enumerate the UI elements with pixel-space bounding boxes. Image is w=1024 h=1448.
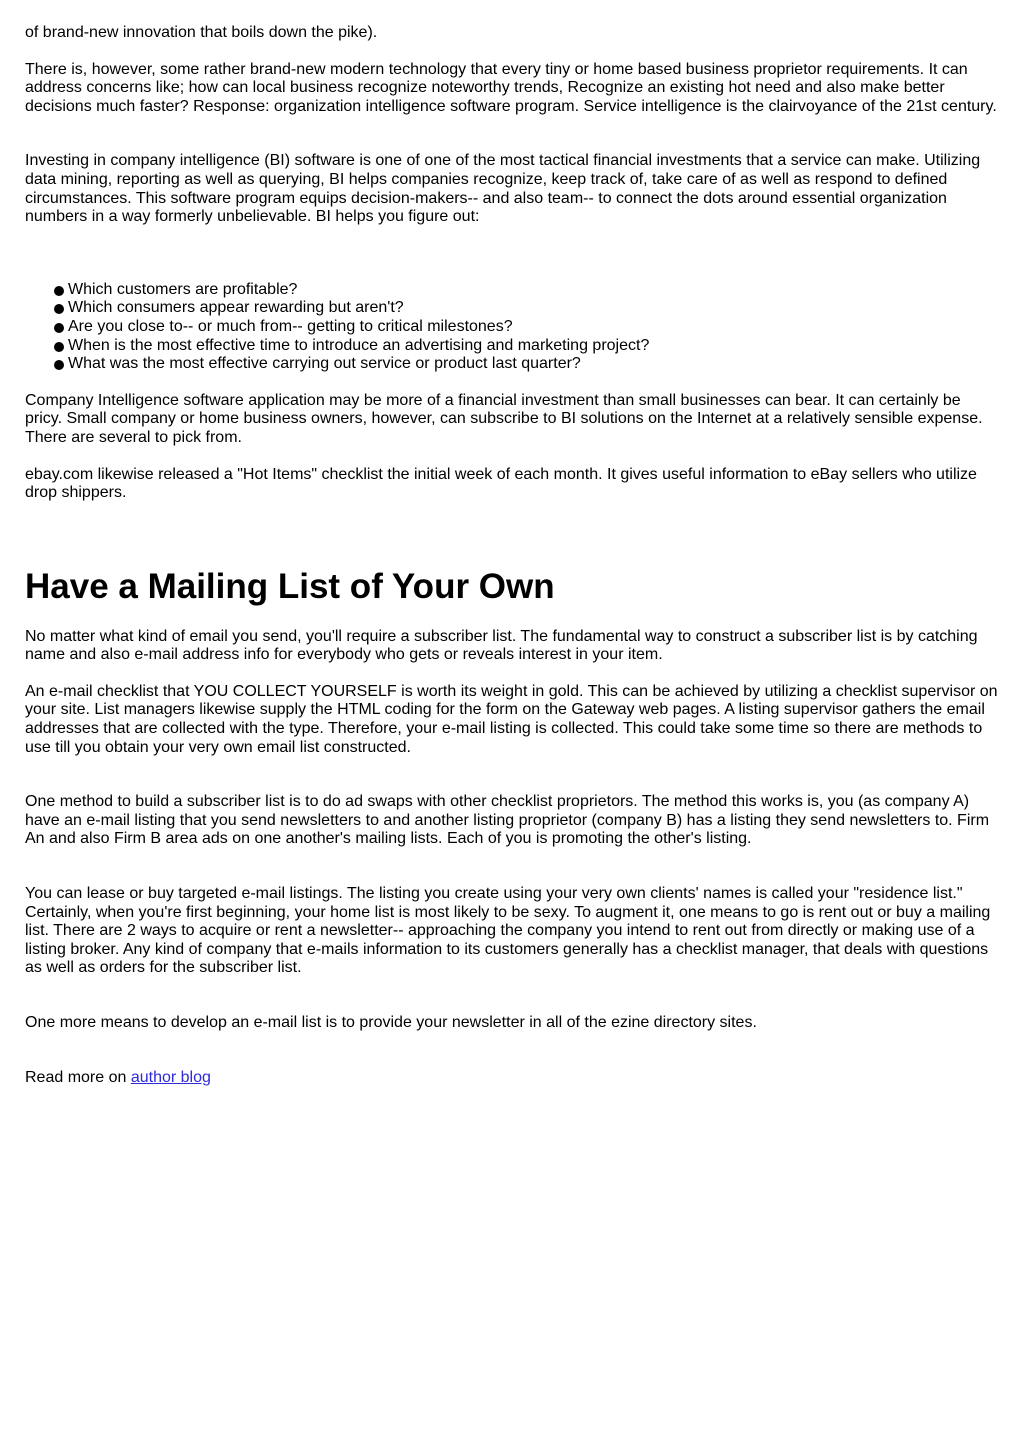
paragraph-collect-yourself: An e-mail checklist that YOU COLLECT YOURSELF is worth its weight in gold. This can be achieved by utilizing a checklist supervisor on your site. List managers likewise supply the HTML coding for the form on the Gateway web pages. A listing supervisor gathers the email addresses that are collected with the type. Therefore, your e-mail listing is collected. This could take some time so there are methods to use till you obtain your very own email list constructed. [25, 682, 998, 756]
list-item: Are you close to-- or much from-- getting to critical milestones? [54, 318, 1000, 337]
paragraph-business-intelligence: Investing in company intelligence (BI) software is one of one of the most tactical financial investments that a service can make. Utilizing data mining, reporting as well as querying, BI helps companies recognize, keep track of, take care of as well as respond to defined circumstances. This software program equips decision-makers-- and also team-- to connect the dots around essential organization numbers in a way formerly unbelievable. BI helps you figure out: [25, 152, 981, 226]
document-page [25, 24, 1000, 1087]
paragraph-rent-lists: You can lease or buy targeted e-mail listings. The listing you create using your very own clients' names is called your "residence list." Certainly, when you're first beginning, your home list is most likely to be sexy. To augment it, one means to go is rent out or buy a mailing list. There are 2 ways to acquire or rent a newsletter-- approaching the company you intend to rent out from directly or making use of a listing broker. Any kind of company that e-mails information to its customers generally has a checklist manager, that deals with questions as well as orders for the subscriber list. [25, 885, 991, 977]
list-item: What was the most effective carrying out service or product last quarter? [54, 355, 1000, 374]
list-item: Which consumers appear rewarding but aren't? [54, 299, 1000, 318]
list-item: When is the most effective time to introduce an advertising and marketing project? [54, 337, 1000, 356]
paragraph-ezine-directories: One more means to develop an e-mail list is to provide your newsletter in all of the ezine directory sites. [25, 1014, 757, 1031]
author-blog-link[interactable]: author blog [130, 1068, 211, 1086]
paragraph-ebay: ebay.com likewise released a "Hot Items" checklist the initial week of each month. It gives useful information to eBay sellers who utilize drop shippers. [25, 465, 977, 502]
paragraph-cost: Company Intelligence software application may be more of a financial investment than small businesses can bear. It can certainly be pricy. Small company or home business owners, however, can subscribe to BI solutions on the Internet at a relatively sensible expense. There are several to pick from. [25, 391, 983, 446]
paragraph-intro: There is, however, some rather brand-new modern technology that every tiny or home based business proprietor requirements. It can address concerns like; how can local business recognize noteworthy trends, Recognize an existing hot need and also make better decisions much faster? Response: organization intelligence software program. Service intelligence is the clairvoyance of the 21st century. [25, 60, 997, 115]
bi-question-list [25, 281, 1000, 374]
read-more-line [25, 1069, 1000, 1088]
read-more-prefix: Read more on [25, 1068, 131, 1086]
paragraph-continued: of brand-new innovation that boils down the pike). [25, 24, 378, 41]
section-heading: Have a Mailing List of Your Own [25, 566, 555, 606]
list-item: Which customers are profitable? [54, 281, 1000, 300]
paragraph-subscriber-list: No matter what kind of email you send, you'll require a subscriber list. The fundamental way to construct a subscriber list is by catching name and also e-mail address info for everybody who gets or reveals interest in your item. [25, 627, 978, 664]
paragraph-ad-swaps: One method to build a subscriber list is to do ad swaps with other checklist proprietors. The method this works is, you (as company A) have an e-mail listing that you send newsletters to and another listing proprietor (company B) has a listing they send newsletters to. Firm An and also Firm B area ads on one another's mailing lists. Each of you is promoting the other's listing. [25, 793, 990, 848]
